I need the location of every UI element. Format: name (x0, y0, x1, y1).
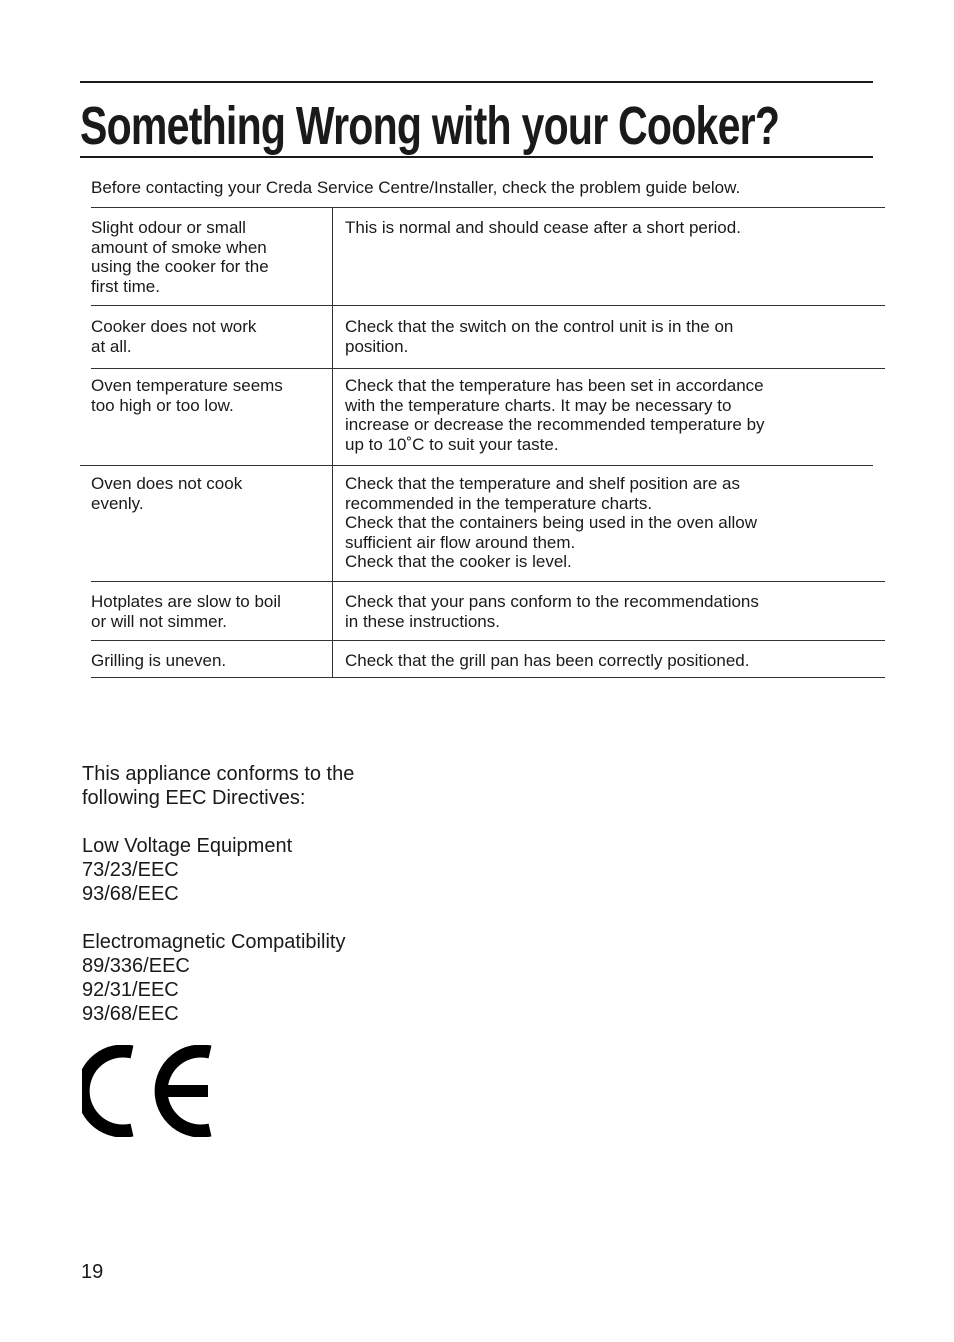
directive-name: Electromagnetic Compatibility (82, 931, 346, 953)
directive-code: 89/336/EEC (82, 955, 190, 977)
table-rule (80, 465, 873, 466)
directive-code: 92/31/EEC (82, 979, 179, 1001)
problem-cell: Oven does not cook evenly. (91, 474, 243, 513)
ce-mark-icon (82, 1045, 212, 1137)
top-rule (80, 81, 873, 83)
directive-code: 93/68/EEC (82, 1003, 179, 1025)
table-rule (91, 305, 885, 306)
solution-cell: Check that the switch on the control unit is in the on position. (345, 317, 734, 356)
column-divider (332, 208, 333, 678)
problem-cell: Oven temperature seems too high or too low. (91, 376, 283, 415)
solution-cell: This is normal and should cease after a short period. (345, 218, 741, 237)
problem-cell: Grilling is uneven. (91, 651, 227, 670)
solution-cell: Check that your pans conform to the recommendations in these instructions. (345, 592, 759, 631)
title-underline (80, 156, 873, 158)
solution-cell: Check that the temperature and shelf position are as recommended in the temperature charts. Check that the containers being used in the oven allow sufficient air flow around them. Check that the cooker is level. (345, 474, 758, 572)
directive-code: 93/68/EEC (82, 883, 179, 905)
table-rule (91, 368, 885, 369)
page-number: 19 (81, 1261, 104, 1283)
problem-cell: Cooker does not work at all. (91, 317, 257, 356)
directive-code: 73/23/EEC (82, 859, 179, 881)
eec-directives (82, 762, 354, 1026)
table-rule (91, 207, 885, 208)
intro-text: Before contacting your Creda Service Centre/Installer, check the problem guide below. (91, 178, 741, 197)
problem-cell: Hotplates are slow to boil or will not simmer. (91, 592, 281, 631)
solution-cell: Check that the temperature has been set in accordance with the temperature charts. It may be necessary to increase or decrease the recommended temperature by up to 10˚C to suit your taste. (345, 376, 765, 454)
directive-name: Low Voltage Equipment (82, 835, 293, 857)
page-title: Something Wrong with your Cooker? (80, 96, 780, 156)
table-rule (91, 581, 885, 582)
table-rule (91, 677, 885, 678)
table-rule (91, 640, 885, 641)
conformity-statement: This appliance conforms to the following EEC Directives: (82, 763, 355, 809)
solution-cell: Check that the grill pan has been correctly positioned. (345, 651, 750, 670)
problem-cell: Slight odour or small amount of smoke when using the cooker for the first time. (91, 218, 269, 296)
